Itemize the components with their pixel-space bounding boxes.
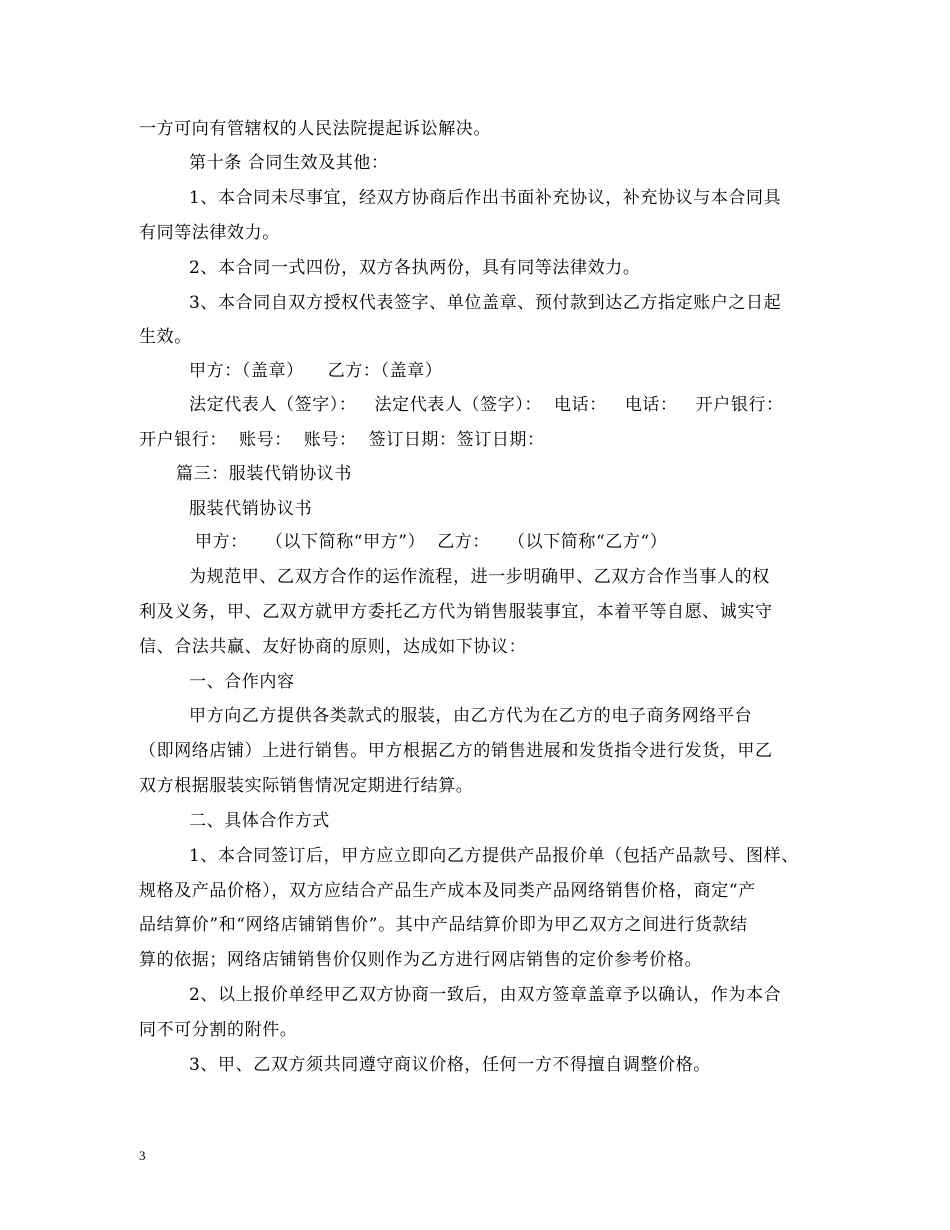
text-line: 信、合法共赢、友好协商的原则，达成如下协议： (139, 637, 527, 657)
signature-line: 法定代表人（签字）： 法定代表人（签字）： 电话： 电话： 开户银行： (189, 395, 784, 415)
text-line: 品结算价”和“网络店铺销售价”。其中产品结算价即为甲乙双方之间进行货款结 (139, 915, 748, 935)
text-line: 双方根据服装实际销售情况定期进行结算。 (139, 776, 474, 796)
chapter-heading: 篇三：服装代销协议书 (176, 464, 352, 484)
parties-line: 甲方： （以下简称“甲方”） 乙方： （以下简称“乙方“） (195, 532, 668, 552)
text-line: 一方可向有管辖权的人民法院提起诉讼解决。 (139, 119, 491, 139)
document-title: 服装代销协议书 (189, 499, 313, 519)
section-heading: 二、具体合作方式 (189, 811, 330, 831)
text-line: 规格及产品价格），双方应结合产品生产成本及同类产品网络销售价格，商定“产 (139, 881, 756, 901)
text-line: 算的依据；网络店铺销售价仅则作为乙方进行网店销售的定价参考价格。 (139, 950, 703, 970)
text-line: 生效。 (139, 327, 192, 347)
section-heading: 一、合作内容 (189, 672, 295, 692)
text-line: （即网络店铺）上进行销售。甲方根据乙方的销售进展和发货指令进行发货，甲乙 (139, 741, 773, 761)
signature-line: 开户银行： 账号： 账号： 签订日期：签订日期： (139, 430, 545, 450)
text-line: 1、本合同未尽事宜，经双方协商后作出书面补充协议，补充协议与本合同具 (189, 188, 782, 208)
text-line: 2、本合同一式四份，双方各执两份，具有同等法律效力。 (189, 258, 641, 278)
text-line: 甲方向乙方提供各类款式的服装，由乙方代为在乙方的电子商务网络平台 (189, 706, 753, 726)
text-line: 为规范甲、乙双方合作的运作流程，进一步明确甲、乙双方合作当事人的权 (189, 567, 770, 587)
text-line: 利及义务，甲、乙双方就甲方委托乙方代为销售服装事宜，本着平等自愿、诚实守 (139, 602, 773, 622)
text-line: 3、本合同自双方授权代表签字、单位盖章、预付款到达乙方指定账户之日起 (189, 293, 782, 313)
text-line: 有同等法律效力。 (139, 223, 280, 243)
text-line: 1、本合同签订后，甲方应立即向乙方提供产品报价单（包括产品款号、图样、 (189, 846, 799, 866)
signature-line: 甲方：（盖章） 乙方：（盖章） (189, 361, 443, 381)
page-number: 3 (139, 1148, 146, 1163)
text-line: 2、以上报价单经甲乙双方协商一致后，由双方签章盖章予以确认，作为本合 (189, 985, 782, 1005)
section-heading: 第十条 合同生效及其他： (189, 153, 389, 173)
text-line: 同不可分割的附件。 (139, 1020, 298, 1040)
text-line: 3、甲、乙双方须共同遵守商议价格，任何一方不得擅自调整价格。 (189, 1055, 711, 1075)
